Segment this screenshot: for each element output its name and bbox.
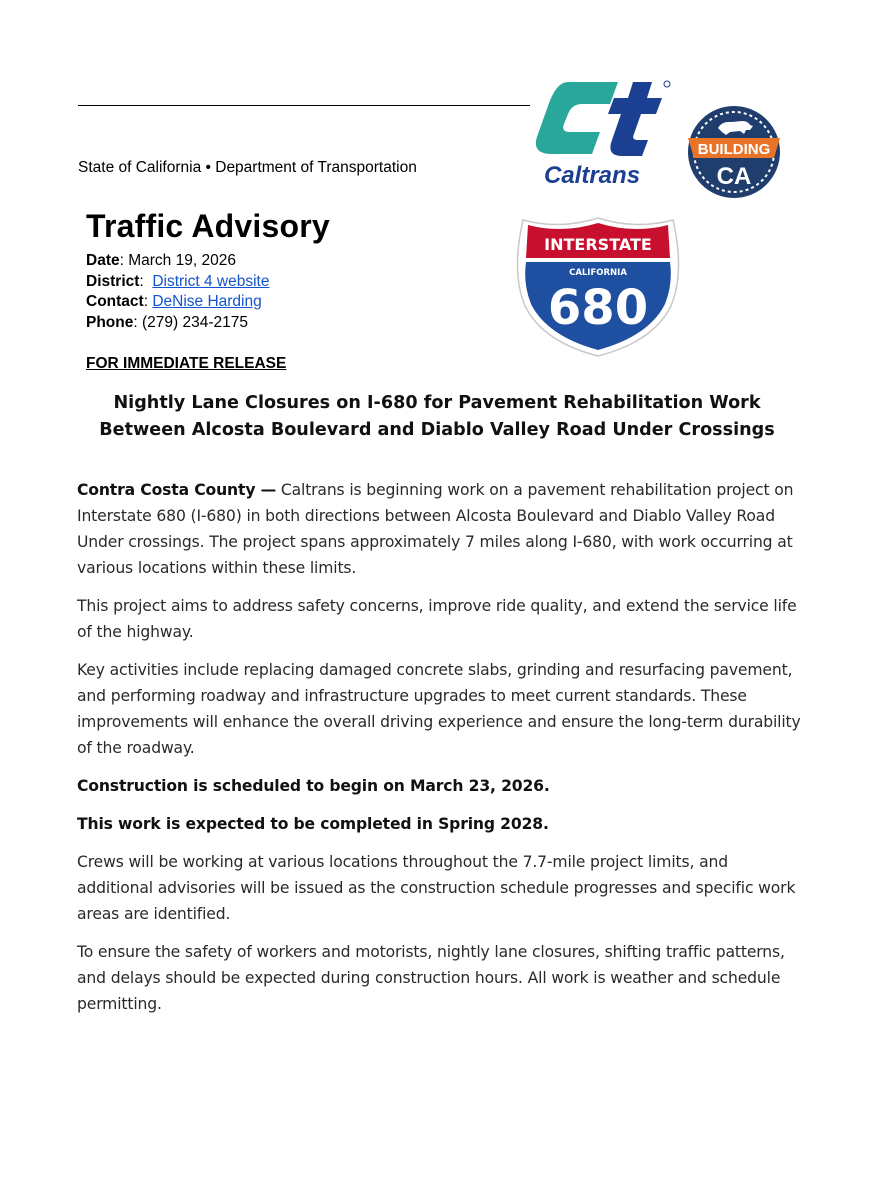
header-rule (78, 105, 530, 106)
contact-name-link[interactable]: DeNise Harding (152, 293, 262, 310)
phone-value: (279) 234-2175 (142, 313, 248, 331)
headline (60, 390, 814, 444)
dateline: Contra Costa County — (77, 481, 277, 499)
body-text (77, 477, 805, 1029)
shield-route-number: 680 (547, 280, 649, 336)
building-ca-word-ca: CA (716, 163, 752, 190)
construction-start: Construction is scheduled to begin on March 23, 2026. (77, 777, 550, 795)
caltrans-t-mark (608, 82, 662, 156)
contact-label: Contact (86, 293, 144, 310)
phone-row: Phone: (279) 234-2175 (86, 313, 248, 331)
building-ca-logo (686, 104, 782, 200)
headline-line-1: Nightly Lane Closures on I-680 for Pavement Rehabilitation Work (113, 393, 761, 413)
paragraph-2: This project aims to address safety concerns, improve ride quality, and extend the service life of the highway. (77, 597, 797, 641)
district-label: District (86, 272, 140, 290)
page-title: Traffic Advisory (86, 208, 330, 244)
date-value: March 19, 2026 (128, 252, 236, 269)
shield-california-text: CALIFORNIA (569, 268, 627, 278)
phone-label: Phone (86, 313, 134, 331)
caltrans-c-mark (536, 82, 618, 154)
release-notice: FOR IMMEDIATE RELEASE (86, 355, 287, 372)
paragraph-3: Key activities include replacing damaged concrete slabs, grinding and resurfacing pavement, and performing roadway and infrastructure upgrades to meet current standards. These improvements will enhance the overall driving experience and ensure the long-term durability of the roadway. (77, 661, 801, 757)
advisory-meta (86, 251, 269, 333)
date-label: Date (86, 252, 120, 269)
caltrans-wordmark: Caltrans (544, 162, 641, 189)
contact-row: Contact: DeNise Harding (86, 293, 262, 310)
shield-interstate-text: INTERSTATE (544, 235, 652, 254)
date-row: Date: March 19, 2026 (86, 252, 236, 269)
district-4-website-link[interactable]: District 4 website (152, 272, 270, 290)
completion-date: This work is expected to be completed in Spring 2028. (77, 815, 549, 833)
caltrans-logo (530, 78, 672, 190)
paragraph-1 (77, 477, 805, 581)
paragraph-1-text: Caltrans is beginning work on a pavement rehabilitation project on Interstate 680 (I-680) in both directions between Alcosta Boulevard and Diablo Valley Road Under crossings. The project spans approximately 7 miles along I-680, with work occurring at various locations within these limits. (77, 481, 794, 577)
district-row: District: District 4 website (86, 272, 270, 290)
paragraph-6: Crews will be working at various locations throughout the 7.7-mile project limits, and additional advisories will be issued as the construction schedule progresses and specific work areas are identified. (77, 853, 796, 923)
building-ca-word-building: BUILDING (697, 141, 771, 158)
interstate-680-shield (513, 214, 683, 358)
state-department-line: State of California • Department of Transportation (78, 159, 417, 176)
headline-line-2: Between Alcosta Boulevard and Diablo Valley Road Under Crossings (99, 420, 775, 440)
paragraph-7: To ensure the safety of workers and motorists, nightly lane closures, shifting traffic patterns, and delays should be expected during construction hours. All work is weather and schedule permitting. (77, 943, 785, 1013)
